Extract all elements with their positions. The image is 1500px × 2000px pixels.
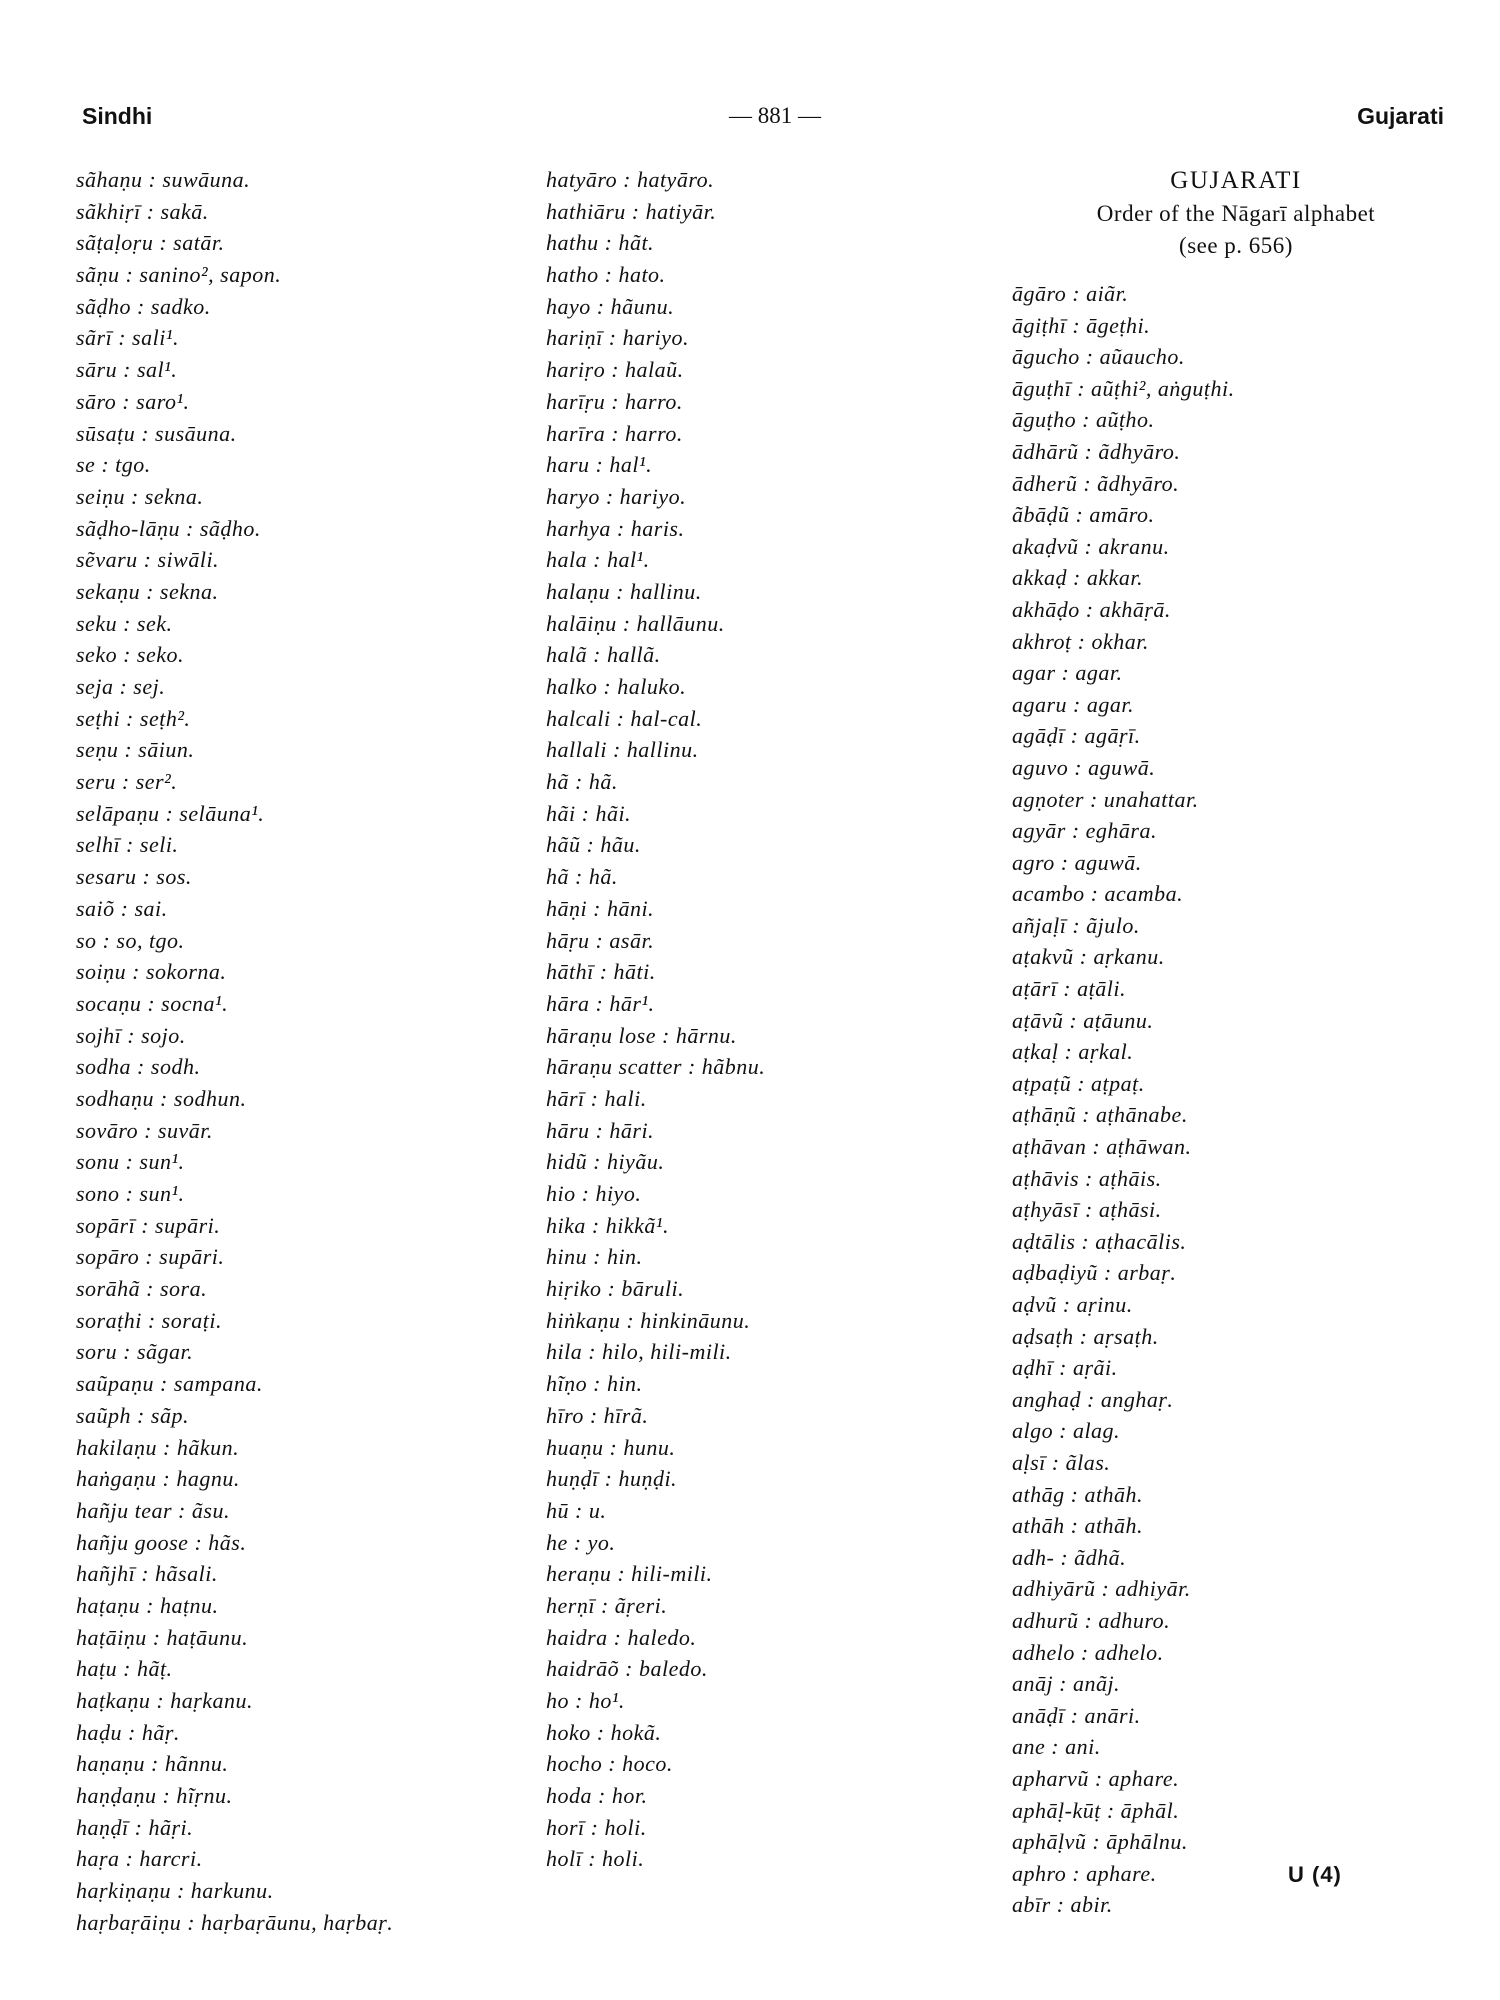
dictionary-entry: ho : ho¹. bbox=[546, 1688, 625, 1713]
column-sindhi-2 bbox=[546, 164, 1006, 1875]
dictionary-entry: haru : hal¹. bbox=[546, 452, 653, 478]
dictionary-entry: sonu : sun¹. bbox=[76, 1149, 185, 1175]
dictionary-entry: aḍbaḍiyũ : arbaṛ. bbox=[1012, 1260, 1177, 1286]
dictionary-entry: hū : u. bbox=[546, 1497, 607, 1523]
dictionary-entry: hiṛiko : bāruli. bbox=[546, 1276, 685, 1302]
dictionary-entry: aṭhāvan : aṭhāwan. bbox=[1012, 1134, 1192, 1160]
dictionary-entry: hāthī : hāti. bbox=[546, 959, 656, 985]
dictionary-entry: selhī : seli. bbox=[76, 832, 179, 858]
dictionary-entry: anāj : anãj. bbox=[1012, 1671, 1121, 1697]
dictionary-entry: hika : hikkã¹. bbox=[546, 1212, 669, 1238]
dictionary-entry: aṭāvũ : aṭāunu. bbox=[1012, 1007, 1154, 1033]
dictionary-entry: hīro : hīrã. bbox=[546, 1402, 649, 1428]
dictionary-entry: sãrī : sali¹. bbox=[76, 325, 179, 351]
dictionary-entry: añjaḷī : ãjulo. bbox=[1012, 912, 1140, 938]
dictionary-entry: hāraṇu scatter : hãbnu. bbox=[546, 1054, 766, 1080]
dictionary-entry: hãi : hãi. bbox=[546, 800, 632, 826]
dictionary-entry: aḍtālis : aṭhacālis. bbox=[1012, 1228, 1187, 1254]
dictionary-entry: aguvo : aguwā. bbox=[1012, 754, 1156, 780]
dictionary-entry: hathu : hãt. bbox=[546, 230, 655, 256]
dictionary-entry: hio : hiyo. bbox=[546, 1181, 642, 1206]
dictionary-entry: hariṇī : hariyo. bbox=[546, 325, 690, 351]
dictionary-entry: akhroṭ : okhar. bbox=[1012, 628, 1149, 654]
dictionary-entry: athāh : athāh. bbox=[1012, 1513, 1144, 1539]
dictionary-entry: sãḍho : sadko. bbox=[76, 293, 211, 319]
dictionary-entry: hidũ : hiyãu. bbox=[546, 1149, 665, 1175]
dictionary-entry: adhiyārũ : adhiyār. bbox=[1012, 1576, 1191, 1602]
dictionary-entry: haṛbaṛāiṇu : haṛbaṛāunu, haṛbaṛ. bbox=[76, 1909, 394, 1935]
dictionary-entry: halaṇu : hallinu. bbox=[546, 578, 702, 604]
page-number: — 881 — bbox=[729, 103, 821, 128]
dictionary-entry: hala : hal¹. bbox=[546, 547, 650, 573]
dictionary-entry: sodhaṇu : sodhun. bbox=[76, 1085, 247, 1111]
dictionary-entry: ãbāḍũ : amāro. bbox=[1012, 502, 1155, 528]
dictionary-entry: aḍhī : aṛãi. bbox=[1012, 1355, 1118, 1381]
dictionary-entry: hayo : hãunu. bbox=[546, 293, 675, 319]
dictionary-entry: agṇoter : unahattar. bbox=[1012, 786, 1199, 812]
dictionary-entry: seṭhi : seṭh². bbox=[76, 705, 191, 731]
dictionary-entry: ādhārũ : ãdhyāro. bbox=[1012, 438, 1181, 464]
dictionary-entry: hallali : hallinu. bbox=[546, 737, 699, 763]
dictionary-entry: he : yo. bbox=[546, 1529, 616, 1555]
dictionary-entry: soraṭhi : soraṭi. bbox=[76, 1307, 223, 1333]
dictionary-entry: harhya : haris. bbox=[546, 515, 685, 541]
dictionary-entry: hiṅkaṇu : hinkināunu. bbox=[546, 1307, 751, 1333]
dictionary-entry: hinu : hin. bbox=[546, 1244, 643, 1270]
dictionary-entry: saũpaṇu : sampana. bbox=[76, 1371, 263, 1397]
dictionary-entry: aṭhyāsī : aṭhāsi. bbox=[1012, 1197, 1162, 1223]
dictionary-entry: adh- : ãdhã. bbox=[1012, 1544, 1127, 1570]
column-gujarati bbox=[1012, 164, 1452, 1921]
dictionary-entry: aphro : aphare. bbox=[1012, 1860, 1157, 1886]
dictionary-entry: agyār : eghāra. bbox=[1012, 818, 1157, 844]
dictionary-entry: seru : ser². bbox=[76, 769, 178, 795]
dictionary-entry: akaḍvũ : akranu. bbox=[1012, 533, 1170, 559]
dictionary-entry: haidrāõ : baledo. bbox=[546, 1656, 708, 1682]
dictionary-entry: sãhaṇu : suwāuna. bbox=[76, 167, 251, 192]
dictionary-entry: hathiāru : hatiyār. bbox=[546, 198, 717, 224]
dictionary-entry: adhelo : adhelo. bbox=[1012, 1639, 1164, 1665]
dictionary-entry: haṇaṇu : hãnnu. bbox=[76, 1751, 229, 1777]
dictionary-entry: aḍvũ : aṛinu. bbox=[1012, 1292, 1133, 1317]
dictionary-entry: algo : alag. bbox=[1012, 1418, 1121, 1444]
dictionary-entry: harīra : harro. bbox=[546, 420, 683, 446]
dictionary-entry: abīr : abir. bbox=[1012, 1892, 1113, 1918]
dictionary-entry: halã : hallã. bbox=[546, 642, 661, 668]
dictionary-entry: haṭkaṇu : haṛkanu. bbox=[76, 1688, 254, 1713]
dictionary-entry: aṭārī : aṭāli. bbox=[1012, 976, 1126, 1002]
dictionary-entry: holī : holi. bbox=[546, 1846, 645, 1872]
dictionary-entry: haryo : hariyo. bbox=[546, 483, 687, 509]
dictionary-entry: hã : hã. bbox=[546, 864, 618, 890]
dictionary-entry: aṭpaṭũ : aṭpaṭ. bbox=[1012, 1070, 1145, 1096]
dictionary-entry: hāra : hār¹. bbox=[546, 990, 655, 1016]
dictionary-entry: sorāhã : sora. bbox=[76, 1276, 208, 1302]
dictionary-entry: sãṇu : sanino², sapon. bbox=[76, 262, 282, 288]
dictionary-entry: hatho : hato. bbox=[546, 262, 666, 288]
dictionary-entry: seko : seko. bbox=[76, 642, 185, 668]
dictionary-entry: sãḍho-lāṇu : sãḍho. bbox=[76, 515, 261, 541]
dictionary-entry: acambo : acamba. bbox=[1012, 881, 1184, 907]
dictionary-entry: sẽvaru : siwāli. bbox=[76, 547, 220, 573]
dictionary-entry: hãũ : hãu. bbox=[546, 832, 641, 858]
dictionary-entry: haṭāiṇu : haṭāunu. bbox=[76, 1624, 249, 1650]
dictionary-entry: sopārī : supāri. bbox=[76, 1212, 221, 1238]
gujarati-entries bbox=[1012, 278, 1452, 1921]
dictionary-entry: hocho : hoco. bbox=[546, 1751, 673, 1777]
dictionary-entry: haṅgaṇu : hagnu. bbox=[76, 1466, 240, 1492]
dictionary-entry: hāṇi : hāni. bbox=[546, 895, 655, 921]
dictionary-entry: seku : sek. bbox=[76, 610, 173, 636]
dictionary-entry: soiṇu : sokorna. bbox=[76, 959, 227, 985]
dictionary-entry: hāraṇu lose : hārnu. bbox=[546, 1022, 737, 1048]
dictionary-entry: halko : haluko. bbox=[546, 674, 687, 699]
dictionary-entry: hārī : hali. bbox=[546, 1085, 647, 1111]
dictionary-entry: haḍu : hãṛ. bbox=[76, 1719, 180, 1745]
dictionary-entry: ādherũ : ãdhyāro. bbox=[1012, 470, 1180, 496]
dictionary-entry: hila : hilo, hili-mili. bbox=[546, 1339, 732, 1365]
dictionary-entry: harīṛu : harro. bbox=[546, 388, 683, 414]
signature-mark: U (4) bbox=[1288, 1862, 1342, 1887]
dictionary-entry: haṭu : hãṭ. bbox=[76, 1656, 173, 1682]
dictionary-entry: socaṇu : socna¹. bbox=[76, 990, 229, 1016]
dictionary-entry: akkaḍ : akkar. bbox=[1012, 565, 1144, 591]
dictionary-entry: ane : ani. bbox=[1012, 1734, 1101, 1760]
dictionary-entry: sopāro : supāri. bbox=[76, 1244, 225, 1270]
dictionary-entry: haṭaṇu : haṭnu. bbox=[76, 1592, 219, 1618]
dictionary-entry: sono : sun¹. bbox=[76, 1181, 185, 1206]
dictionary-entry: athāg : athāh. bbox=[1012, 1481, 1144, 1507]
dictionary-entry: aṭhāṇũ : aṭhānabe. bbox=[1012, 1102, 1188, 1128]
dictionary-entry: sãkhiṛī : sakā. bbox=[76, 198, 209, 224]
dictionary-entry: aṭkaḷ : aṛkal. bbox=[1012, 1039, 1134, 1065]
dictionary-entry: soru : sãgar. bbox=[76, 1339, 194, 1365]
dictionary-entry: halcali : hal-cal. bbox=[546, 705, 703, 731]
dictionary-entry: aphāḷ-kūṭ : āphāl. bbox=[1012, 1797, 1180, 1823]
dictionary-entry: sesaru : sos. bbox=[76, 864, 192, 890]
dictionary-entry: saũph : sãp. bbox=[76, 1402, 189, 1428]
dictionary-entry: halāiṇu : hallāunu. bbox=[546, 610, 725, 636]
dictionary-entry: hakilaṇu : hãkun. bbox=[76, 1434, 240, 1460]
dictionary-entry: huṇḍī : huṇḍi. bbox=[546, 1466, 678, 1492]
column-sindhi-1 bbox=[76, 164, 536, 1939]
dictionary-entry: haṇḍī : hãṛi. bbox=[76, 1814, 194, 1840]
dictionary-entry: haṇḍaṇu : hĩṛnu. bbox=[76, 1783, 233, 1809]
dictionary-entry: adhurũ : adhuro. bbox=[1012, 1607, 1171, 1633]
dictionary-entry: haṛa : harcri. bbox=[76, 1846, 203, 1872]
dictionary-entry: sāru : sal¹. bbox=[76, 357, 178, 383]
dictionary-entry: āguṭho : aũṭho. bbox=[1012, 407, 1155, 433]
dictionary-entry: herṇī : ãṛeri. bbox=[546, 1592, 668, 1618]
dictionary-entry: anghaḍ : anghaṛ. bbox=[1012, 1386, 1174, 1412]
dictionary-entry: sekaṇu : sekna. bbox=[76, 578, 219, 604]
dictionary-entry: haṛkiṇaṇu : harkunu. bbox=[76, 1878, 274, 1904]
dictionary-entry: hañju tear : ãsu. bbox=[76, 1497, 230, 1523]
dictionary-entry: sāro : saro¹. bbox=[76, 388, 190, 414]
dictionary-entry: hatyāro : hatyāro. bbox=[546, 167, 715, 192]
dictionary-entry: huaṇu : hunu. bbox=[546, 1434, 676, 1460]
dictionary-entry: aḷsī : ãlas. bbox=[1012, 1449, 1111, 1475]
dictionary-entry: āguṭhī : aũṭhi², aṅguṭhi. bbox=[1012, 375, 1235, 401]
running-head-right: Gujarati bbox=[1357, 103, 1444, 129]
dictionary-entry: haidra : haledo. bbox=[546, 1624, 697, 1650]
dictionary-entry: hoko : hokã. bbox=[546, 1719, 662, 1745]
dictionary-entry: aphāḷvũ : āphālnu. bbox=[1012, 1829, 1188, 1855]
dictionary-entry: hañju goose : hãs. bbox=[76, 1529, 247, 1555]
dictionary-entry: sūsaṭu : susāuna. bbox=[76, 420, 237, 446]
dictionary-entry: sodha : sodh. bbox=[76, 1054, 201, 1080]
dictionary-entry: hāru : hāri. bbox=[546, 1117, 655, 1143]
dictionary-entry: agro : aguwā. bbox=[1012, 849, 1142, 875]
dictionary-entry: anāḍī : anāri. bbox=[1012, 1702, 1141, 1728]
section-subtitle-2: (see p. 656) bbox=[1179, 233, 1293, 258]
dictionary-entry: aṭakvũ : aṛkanu. bbox=[1012, 944, 1165, 970]
dictionary-entry: seiṇu : sekna. bbox=[76, 483, 204, 509]
dictionary-entry: akhāḍo : akhāṛā. bbox=[1012, 596, 1171, 622]
dictionary-entry: agar : agar. bbox=[1012, 660, 1123, 686]
dictionary-entry: sãṭaḷoṛu : satār. bbox=[76, 230, 225, 256]
dictionary-entry: selāpaṇu : selāuna¹. bbox=[76, 800, 265, 826]
dictionary-entry: aḍsaṭh : aṛsaṭh. bbox=[1012, 1323, 1159, 1349]
dictionary-entry: se : tgo. bbox=[76, 452, 151, 478]
dictionary-entry: saiõ : sai. bbox=[76, 895, 168, 921]
dictionary-entry: seja : sej. bbox=[76, 674, 166, 699]
dictionary-entry: horī : holi. bbox=[546, 1814, 647, 1840]
dictionary-entry: agāḍī : agāṛī. bbox=[1012, 723, 1141, 749]
section-subtitle-1: Order of the Nāgarī alphabet bbox=[1096, 201, 1376, 226]
dictionary-entry: hariṛo : halaũ. bbox=[546, 357, 684, 383]
dictionary-entry: sojhī : sojo. bbox=[76, 1022, 186, 1048]
dictionary-entry: agaru : agar. bbox=[1012, 691, 1135, 717]
dictionary-entry: hāṛu : asār. bbox=[546, 927, 655, 953]
dictionary-entry: āgucho : aũaucho. bbox=[1012, 344, 1185, 370]
running-head-left: Sindhi bbox=[82, 103, 153, 129]
dictionary-entry: hã : hã. bbox=[546, 769, 618, 795]
dictionary-entry: hĩṇo : hin. bbox=[546, 1371, 643, 1397]
dictionary-entry: sovāro : suvār. bbox=[76, 1117, 213, 1143]
dictionary-entry: aṭhāvis : aṭhāis. bbox=[1012, 1165, 1162, 1191]
dictionary-entry: hoda : hor. bbox=[546, 1783, 648, 1809]
dictionary-entry: heraṇu : hili-mili. bbox=[546, 1561, 713, 1587]
dictionary-entry: so : so, tgo. bbox=[76, 927, 185, 953]
dictionary-entry: āgāro : aiãr. bbox=[1012, 281, 1129, 306]
dictionary-entry: āgiṭhī : āgeṭhi. bbox=[1012, 312, 1151, 338]
section-title: GUJARATI bbox=[1170, 167, 1302, 194]
dictionary-entry: seṇu : sāiun. bbox=[76, 737, 195, 763]
dictionary-entry: hañjhī : hãsali. bbox=[76, 1561, 218, 1587]
dictionary-entry: apharvũ : aphare. bbox=[1012, 1765, 1180, 1791]
